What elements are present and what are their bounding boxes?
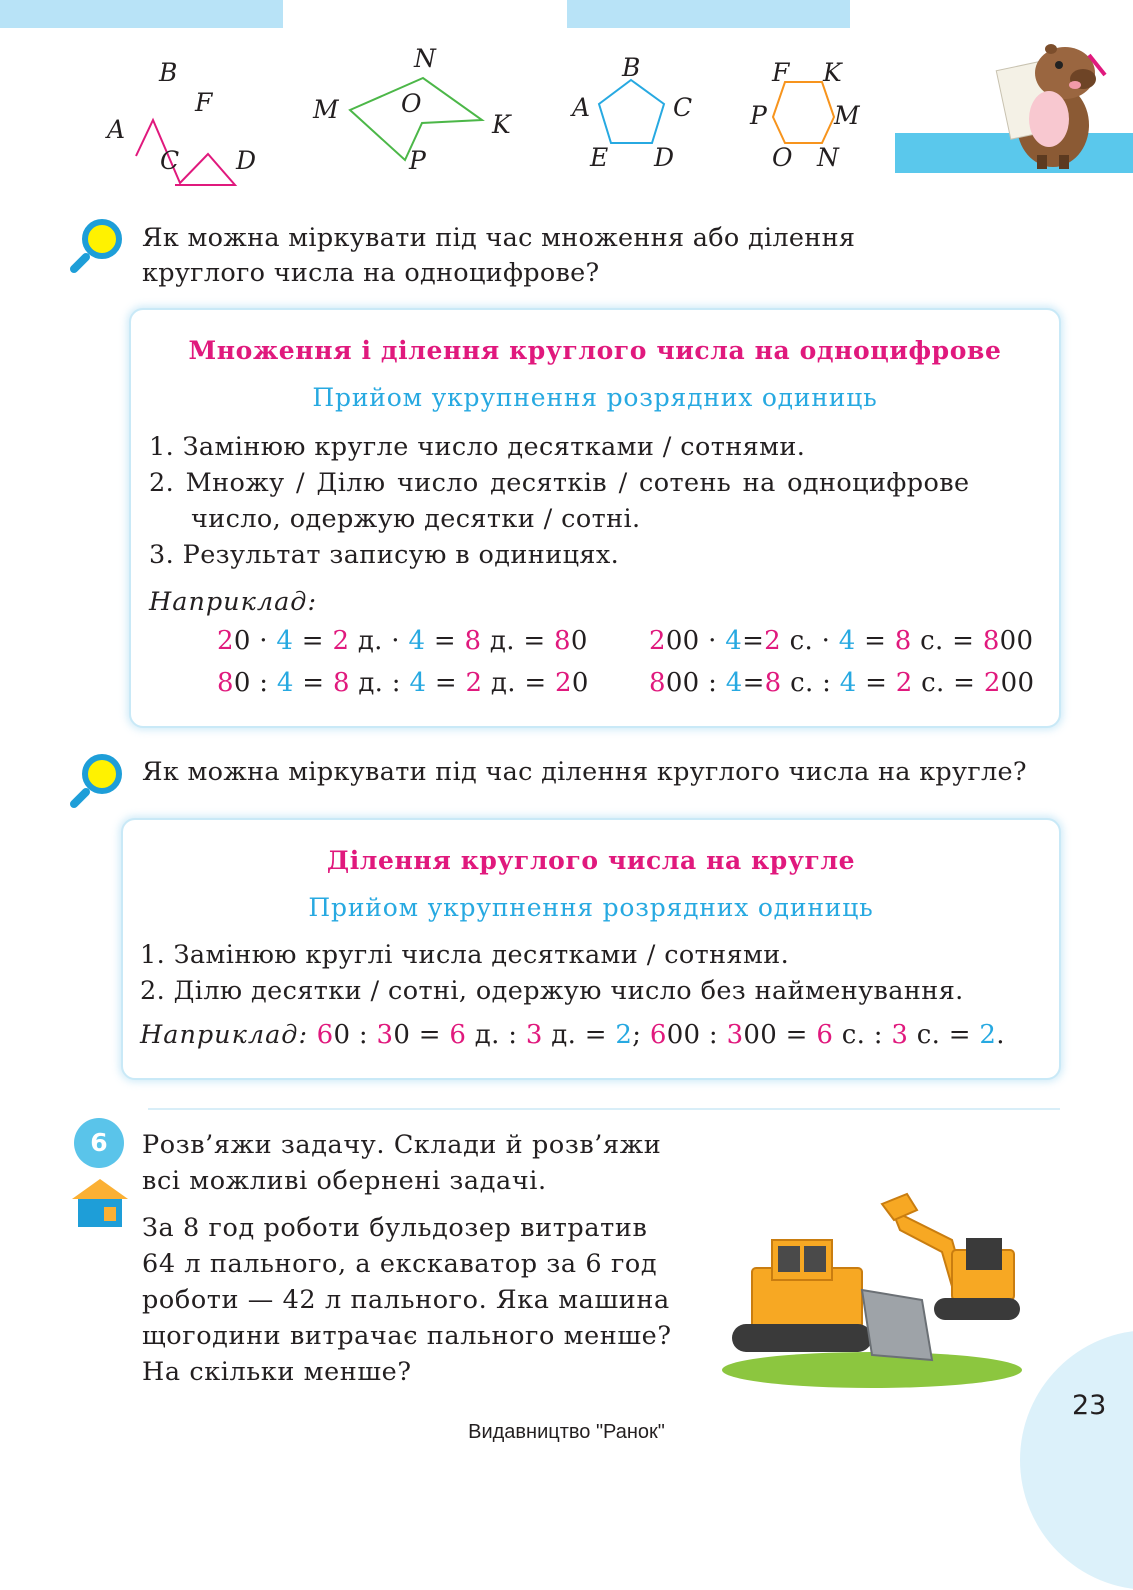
publisher-credit: Видавництво "Ранок"	[468, 1421, 665, 1443]
rule-box-1-step-2: 2. Множу / Ділю число десятків / сотень на одноцифрове	[149, 468, 970, 498]
rule-box-1-equation-4: 800 : 4=8 с. : 4 = 2 с. = 200	[649, 668, 1035, 698]
label-o-4: O	[772, 143, 793, 172]
rule-box-2-subtitle: Прийом укрупнення розрядних одиниць	[308, 893, 874, 922]
home-task-icon	[70, 1175, 130, 1231]
label-a-1: A	[107, 115, 126, 144]
label-e-3: E	[590, 143, 609, 172]
label-o-2: O	[401, 89, 422, 118]
label-d-1: D	[236, 146, 257, 175]
rule-box-1-step-1: 1. Замінюю кругле число десятками / сотнями.	[149, 432, 806, 462]
pentagon-bacde	[599, 80, 664, 143]
label-n-4: N	[817, 143, 839, 172]
label-k-2: K	[492, 110, 511, 139]
task-6-line-5: роботи — 42 л пального. Яка машина	[142, 1285, 670, 1315]
rule-box-2-example-label: Наприклад:	[140, 1020, 309, 1050]
label-a-3: A	[572, 93, 591, 122]
rule-box-1-subtitle: Прийом укрупнення розрядних одиниць	[312, 383, 878, 412]
hexagon-fkmnop	[773, 82, 834, 143]
label-p-2: P	[409, 146, 426, 175]
label-k-4: K	[823, 58, 842, 87]
task-number-badge: 6	[74, 1118, 124, 1168]
rule-box-2-step-1: 1. Замінюю круглі числа десятками / сотнями.	[140, 940, 790, 970]
rule-box-1-step-2-cont: число, одержую десятки / сотні.	[191, 504, 641, 534]
task-6-line-2: всі можливі обернені задачі.	[142, 1166, 547, 1196]
page-corner-decoration	[1020, 1330, 1133, 1590]
magnifier-icon	[68, 215, 128, 275]
label-b-1: B	[159, 58, 178, 87]
rule-box-1-title: Множення і ділення круглого числа на одноцифрове	[188, 336, 1002, 365]
label-p-4: P	[750, 101, 767, 130]
rule-box-1	[129, 308, 1061, 728]
label-c-3: C	[673, 93, 693, 122]
shapes-figure	[0, 40, 900, 220]
rule-box-1-equation-1: 20 · 4 = 2 д. · 4 = 8 д. = 80	[217, 626, 588, 656]
rule-box-1-equation-2: 200 · 4=2 с. · 4 = 8 с. = 800	[649, 626, 1034, 656]
bulldozer-excavator-illustration	[722, 1190, 1022, 1390]
task-6-line-3: За 8 год роботи бульдозер витратив	[142, 1213, 648, 1243]
magnifier-icon	[68, 750, 128, 810]
rule-box-1-example-label: Наприклад:	[149, 587, 318, 617]
label-m-4: M	[834, 101, 860, 130]
section-divider	[148, 1108, 1060, 1110]
question-2-line-1: Як можна міркувати під час ділення круглого числа на кругле?	[142, 757, 1027, 787]
capybara-illustration	[993, 35, 1133, 170]
top-strip-2	[567, 0, 850, 28]
label-f-1: F	[195, 88, 213, 117]
task-6-line-7: На скільки менше?	[142, 1357, 412, 1387]
task-6-line-1: Розв’яжи задачу. Склади й розв’яжи	[142, 1130, 662, 1160]
label-b-3: B	[622, 53, 641, 82]
question-1-line-1: Як можна міркувати під час множення або ділення	[142, 223, 856, 253]
task-6-line-4: 64 л пального, а екскаватор за 6 год	[142, 1249, 658, 1279]
rule-box-2-title: Ділення круглого числа на кругле	[326, 846, 856, 875]
label-d-3: D	[654, 143, 675, 172]
question-1-line-2: круглого числа на одноцифрове?	[142, 258, 600, 288]
label-f-4: F	[772, 58, 790, 87]
rule-box-1-equation-3: 80 : 4 = 8 д. : 4 = 2 д. = 20	[217, 668, 589, 698]
rule-box-2-example: Наприклад: 60 : 30 = 6 д. : 3 д. = 2; 600 : 300 = 6 с. : 3 с. = 2.	[140, 1020, 1005, 1050]
rule-box-2-step-2: 2. Ділю десятки / сотні, одержую число без найменування.	[140, 976, 964, 1006]
top-strip-1	[0, 0, 283, 28]
page-number: 23	[1072, 1390, 1107, 1421]
task-6-line-6: щогодини витрачає пального менше?	[142, 1321, 672, 1351]
label-c-1: C	[160, 146, 180, 175]
rule-box-1-step-3: 3. Результат записую в одиницях.	[149, 540, 620, 570]
label-m-2: M	[313, 95, 339, 124]
polyline-abfcd	[136, 120, 235, 185]
label-n-2: N	[414, 44, 436, 73]
rule-box-2	[121, 818, 1061, 1080]
